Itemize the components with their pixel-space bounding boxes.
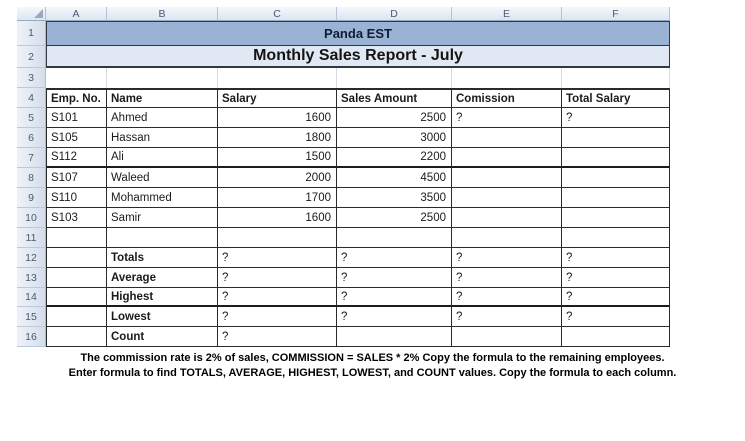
cell-f11[interactable] bbox=[562, 228, 670, 248]
cell-e16[interactable] bbox=[452, 327, 562, 347]
row-header-1[interactable]: 1 bbox=[17, 21, 46, 46]
cell-f4[interactable]: Total Salary bbox=[562, 88, 670, 108]
cell-d11[interactable] bbox=[337, 228, 452, 248]
cell-a14[interactable] bbox=[46, 288, 107, 307]
cell-c12[interactable]: ? bbox=[218, 248, 337, 268]
row-8 bbox=[17, 168, 670, 188]
row-12 bbox=[17, 248, 670, 268]
cell-d9[interactable]: 3500 bbox=[337, 188, 452, 208]
row-header-6[interactable]: 6 bbox=[17, 128, 46, 148]
cell-a15[interactable] bbox=[46, 307, 107, 327]
cell-b3[interactable] bbox=[107, 68, 218, 88]
cell-e12[interactable]: ? bbox=[452, 248, 562, 268]
row-header-15[interactable]: 15 bbox=[17, 307, 46, 327]
cell-b12[interactable]: Totals bbox=[107, 248, 218, 268]
cell-d4[interactable]: Sales Amount bbox=[337, 88, 452, 108]
row-header-13[interactable]: 13 bbox=[17, 268, 46, 288]
column-header-a[interactable]: A bbox=[46, 7, 107, 21]
cell-f12[interactable]: ? bbox=[562, 248, 670, 268]
row-14 bbox=[17, 288, 670, 307]
cell-a9[interactable]: S110 bbox=[46, 188, 107, 208]
row-15 bbox=[17, 307, 670, 327]
cell-a5[interactable]: S101 bbox=[46, 108, 107, 128]
row-header-8[interactable]: 8 bbox=[17, 168, 46, 188]
cell-f9[interactable] bbox=[562, 188, 670, 208]
cell-c4[interactable]: Salary bbox=[218, 88, 337, 108]
cell-b5[interactable]: Ahmed bbox=[107, 108, 218, 128]
cell-b14[interactable]: Highest bbox=[107, 288, 218, 307]
cell-d14[interactable]: ? bbox=[337, 288, 452, 307]
row-header-12[interactable]: 12 bbox=[17, 248, 46, 268]
cell-b13[interactable]: Average bbox=[107, 268, 218, 288]
row-header-14[interactable]: 14 bbox=[17, 288, 46, 307]
cell-d5[interactable]: 2500 bbox=[337, 108, 452, 128]
worksheet bbox=[17, 7, 670, 347]
row-header-3[interactable]: 3 bbox=[17, 68, 46, 88]
cell-a3[interactable] bbox=[46, 68, 107, 88]
cell-e8[interactable] bbox=[452, 168, 562, 188]
cell-d3[interactable] bbox=[337, 68, 452, 88]
select-all-button[interactable] bbox=[17, 7, 46, 21]
cell-f5[interactable]: ? bbox=[562, 108, 670, 128]
cell-a8[interactable]: S107 bbox=[46, 168, 107, 188]
cell-c5[interactable]: 1600 bbox=[218, 108, 337, 128]
cell-c3[interactable] bbox=[218, 68, 337, 88]
row-2 bbox=[17, 46, 670, 68]
row-header-2[interactable]: 2 bbox=[17, 46, 46, 68]
cell-b7[interactable]: Ali bbox=[107, 148, 218, 168]
title-cell[interactable]: Panda EST bbox=[46, 21, 670, 46]
cell-e15[interactable]: ? bbox=[452, 307, 562, 327]
cell-e14[interactable]: ? bbox=[452, 288, 562, 307]
instruction-line-1: The commission rate is 2% of sales, COMMISSION = SALES * 2% Copy the formula to the remaining employees. bbox=[80, 352, 665, 364]
cell-e3[interactable] bbox=[452, 68, 562, 88]
cell-f10[interactable] bbox=[562, 208, 670, 228]
cell-d6[interactable]: 3000 bbox=[337, 128, 452, 148]
cell-f8[interactable] bbox=[562, 168, 670, 188]
cell-f14[interactable]: ? bbox=[562, 288, 670, 307]
column-header-c[interactable]: C bbox=[218, 7, 337, 21]
row-10 bbox=[17, 208, 670, 228]
cell-a12[interactable] bbox=[46, 248, 107, 268]
cell-c15[interactable]: ? bbox=[218, 307, 337, 327]
cell-b16[interactable]: Count bbox=[107, 327, 218, 347]
cell-c9[interactable]: 1700 bbox=[218, 188, 337, 208]
cell-a6[interactable]: S105 bbox=[46, 128, 107, 148]
row-11 bbox=[17, 228, 670, 248]
instructions-text bbox=[0, 351, 745, 381]
cell-a4[interactable]: Emp. No. bbox=[46, 88, 107, 108]
select-all-triangle-icon bbox=[34, 9, 43, 18]
row-5 bbox=[17, 108, 670, 128]
column-header-f[interactable]: F bbox=[562, 7, 670, 21]
column-header-row bbox=[17, 7, 670, 21]
cell-b15[interactable]: Lowest bbox=[107, 307, 218, 327]
cell-d12[interactable]: ? bbox=[337, 248, 452, 268]
cell-e13[interactable]: ? bbox=[452, 268, 562, 288]
instruction-line-2: Enter formula to find TOTALS, AVERAGE, HIGHEST, LOWEST, and COUNT values. Copy the formula to each column. bbox=[68, 367, 677, 379]
cell-b10[interactable]: Samir bbox=[107, 208, 218, 228]
cell-c16[interactable]: ? bbox=[218, 327, 337, 347]
cell-e10[interactable] bbox=[452, 208, 562, 228]
row-3 bbox=[17, 68, 670, 88]
cell-e5[interactable]: ? bbox=[452, 108, 562, 128]
row-7 bbox=[17, 148, 670, 168]
row-13 bbox=[17, 268, 670, 288]
row-6 bbox=[17, 128, 670, 148]
cell-c13[interactable]: ? bbox=[218, 268, 337, 288]
cell-f3[interactable] bbox=[562, 68, 670, 88]
cell-b4[interactable]: Name bbox=[107, 88, 218, 108]
cell-e4[interactable]: Comission bbox=[452, 88, 562, 108]
cell-d8[interactable]: 4500 bbox=[337, 168, 452, 188]
cell-c11[interactable] bbox=[218, 228, 337, 248]
cell-c10[interactable]: 1600 bbox=[218, 208, 337, 228]
row-9 bbox=[17, 188, 670, 208]
cell-c8[interactable]: 2000 bbox=[218, 168, 337, 188]
cell-e11[interactable] bbox=[452, 228, 562, 248]
row-header-9[interactable]: 9 bbox=[17, 188, 46, 208]
cell-c14[interactable]: ? bbox=[218, 288, 337, 307]
row-1 bbox=[17, 21, 670, 46]
cell-e7[interactable] bbox=[452, 148, 562, 168]
cell-e6[interactable] bbox=[452, 128, 562, 148]
row-header-7[interactable]: 7 bbox=[17, 148, 46, 168]
row-header-5[interactable]: 5 bbox=[17, 108, 46, 128]
cell-f15[interactable]: ? bbox=[562, 307, 670, 327]
cell-f13[interactable]: ? bbox=[562, 268, 670, 288]
column-header-b[interactable]: B bbox=[107, 7, 218, 21]
row-header-11[interactable]: 11 bbox=[17, 228, 46, 248]
worksheet-rows bbox=[17, 21, 670, 347]
cell-b9[interactable]: Mohammed bbox=[107, 188, 218, 208]
cell-b11[interactable] bbox=[107, 228, 218, 248]
column-header-d[interactable]: D bbox=[337, 7, 452, 21]
cell-a13[interactable] bbox=[46, 268, 107, 288]
cell-d15[interactable]: ? bbox=[337, 307, 452, 327]
row-header-4[interactable]: 4 bbox=[17, 88, 46, 108]
cell-a11[interactable] bbox=[46, 228, 107, 248]
cell-a16[interactable] bbox=[46, 327, 107, 347]
column-header-e[interactable]: E bbox=[452, 7, 562, 21]
cell-d16[interactable] bbox=[337, 327, 452, 347]
cell-e9[interactable] bbox=[452, 188, 562, 208]
cell-f7[interactable] bbox=[562, 148, 670, 168]
cell-d7[interactable]: 2200 bbox=[337, 148, 452, 168]
row-16 bbox=[17, 327, 670, 347]
cell-f6[interactable] bbox=[562, 128, 670, 148]
cell-a10[interactable]: S103 bbox=[46, 208, 107, 228]
cell-c7[interactable]: 1500 bbox=[218, 148, 337, 168]
cell-f16[interactable] bbox=[562, 327, 670, 347]
cell-b8[interactable]: Waleed bbox=[107, 168, 218, 188]
cell-b6[interactable]: Hassan bbox=[107, 128, 218, 148]
cell-a7[interactable]: S112 bbox=[46, 148, 107, 168]
subtitle-cell[interactable]: Monthly Sales Report - July bbox=[46, 46, 670, 68]
row-header-16[interactable]: 16 bbox=[17, 327, 46, 347]
cell-d10[interactable]: 2500 bbox=[337, 208, 452, 228]
cell-d13[interactable]: ? bbox=[337, 268, 452, 288]
row-4 bbox=[17, 88, 670, 108]
row-header-10[interactable]: 10 bbox=[17, 208, 46, 228]
cell-c6[interactable]: 1800 bbox=[218, 128, 337, 148]
